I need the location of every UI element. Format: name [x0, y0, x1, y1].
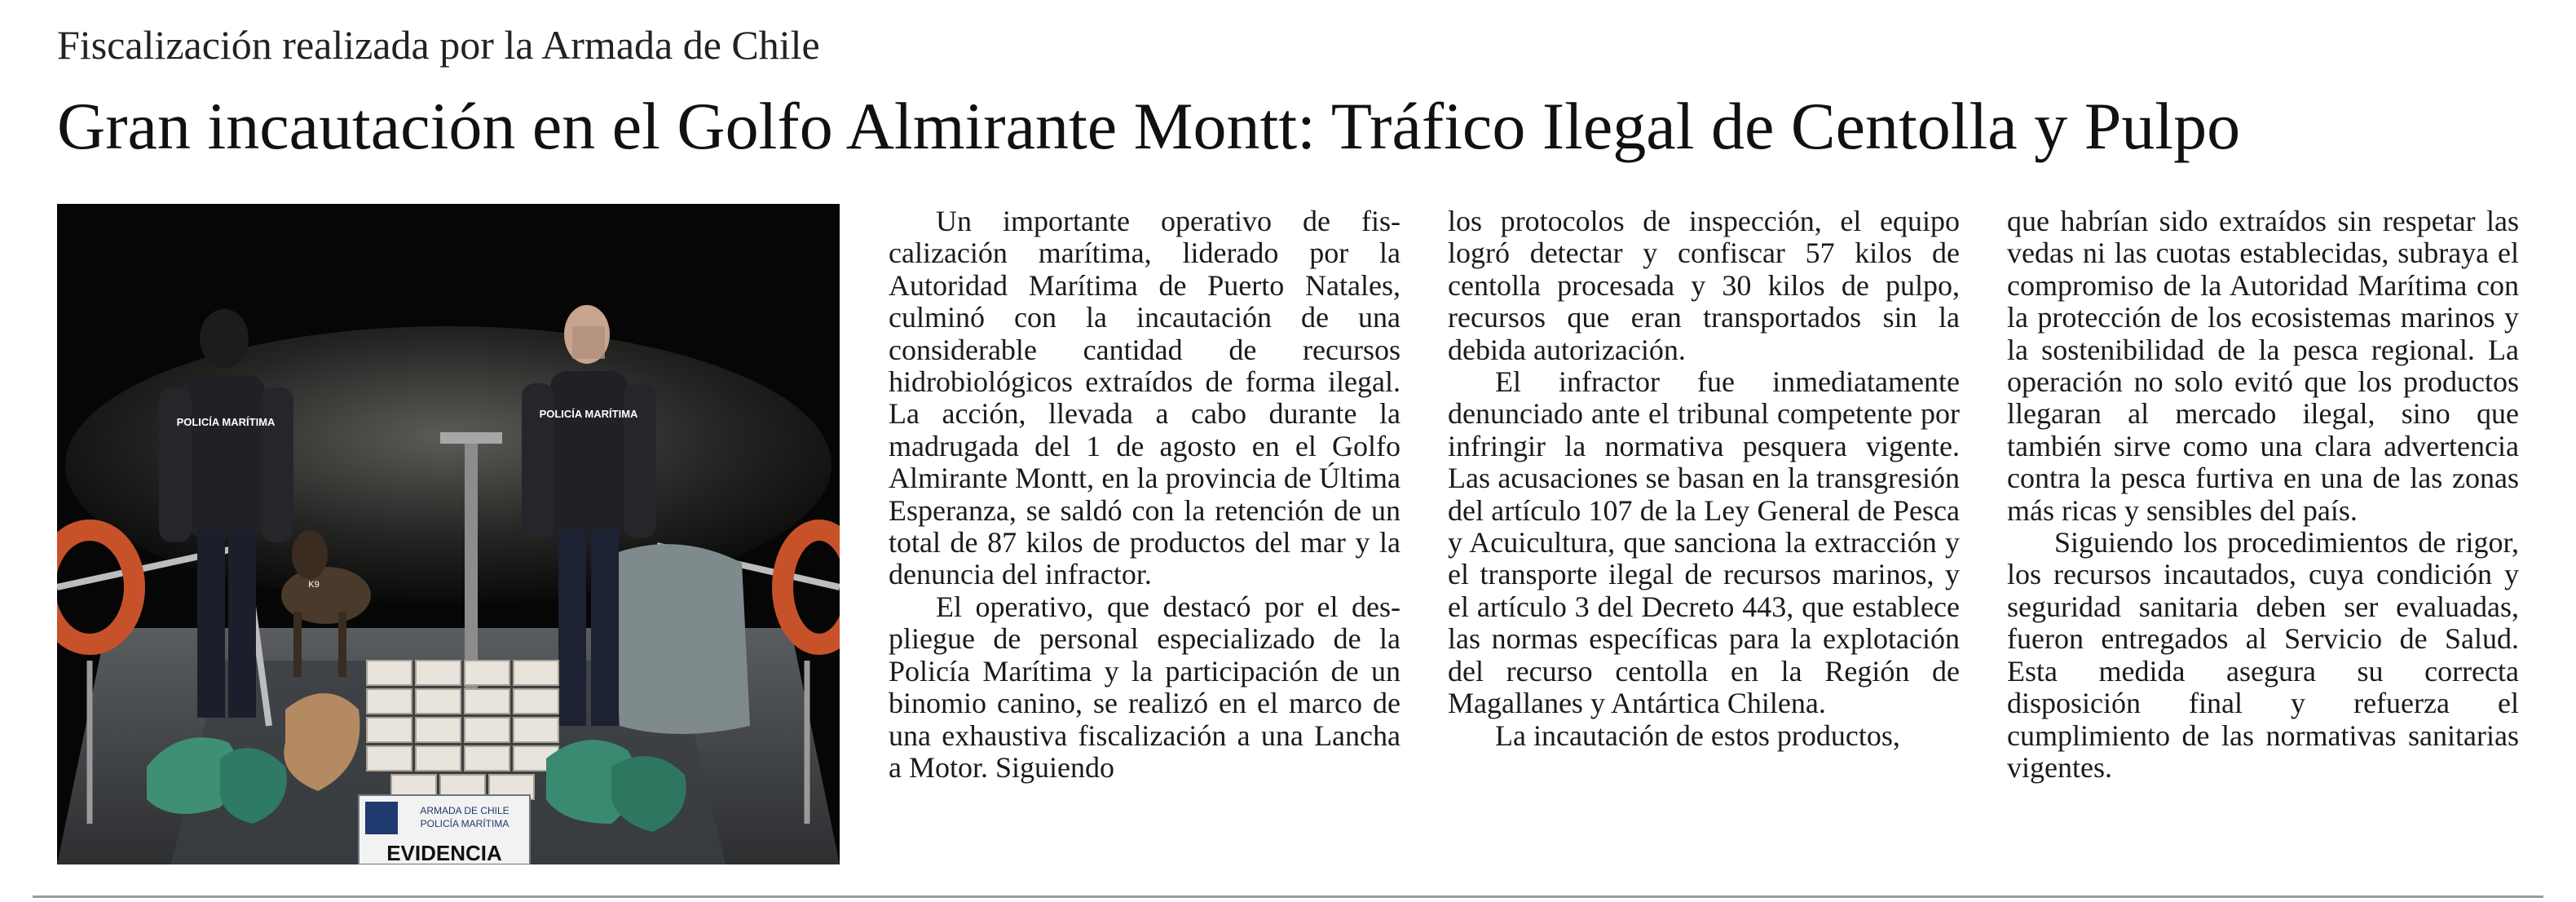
paragraph: El infractor fue inmediatamente denunciado ante el tribunal competente por infringir la normativa pesquera vigente. Las acusaciones se basan en la transgresión del artículo 107 de la Ley General de Pesca y Acuicultura, que sanciona la extracción y el transporte ilegal de recursos marinos, y el artículo 3 del Decreto 443, que establece las normas específicas para la explotación del recurso centolla en la Región de Magallanes y Antártica Chilena. — [1448, 365, 1960, 720]
paragraph: Un importante operativo de fiscalización marítima, liderado por la Autoridad Marítima de Puerto Natales, culminó con la incautación de una considerable cantidad de recursos hidrobiológicos extraídos de forma ilegal. La acción, llevada a cabo durante la madrugada del 1 de agosto en el Golfo Almirante Montt, en la provincia de Última Esperanza, se saldó con la retención de un total de 87 kilos de productos del mar y la denuncia del infractor. — [889, 206, 1400, 591]
article-column-3 — [2007, 206, 2519, 874]
dog-vest-label: K9 — [308, 580, 320, 590]
article-column-2 — [1448, 206, 1960, 874]
photo-scene — [57, 204, 840, 864]
sign-line-3: EVIDENCIA — [386, 841, 502, 864]
vest-label-right: POLICÍA MARÍTIMA — [539, 408, 638, 420]
article-headline: Gran incautación en el Golfo Almirante Montt: Tráfico Ilegal de Centolla y Pulpo — [57, 89, 2241, 163]
evidence-sign — [359, 795, 530, 864]
article-kicker: Fiscalización realizada por la Armada de Chile — [57, 22, 820, 68]
paragraph: El operativo, que destacó por el despliegue de personal especializado de la Policía Marítima y la participación de un binomio canino, se realizó en el marco de una exhaustiva fiscalización a una Lancha a Motor. Siguiendo — [889, 590, 1400, 784]
bottom-divider — [33, 895, 2543, 898]
sign-line-1: ARMADA DE CHILE — [420, 805, 509, 816]
paragraph: los protocolos de inspección, el equipo logró detectar y confiscar 57 kilos de centolla procesada y 30 kilos de pulpo, recursos que eran transportados sin la debida autorización. — [1448, 206, 1960, 366]
article-column-1 — [889, 206, 1400, 874]
sign-line-2: POLICÍA MARÍTIMA — [420, 818, 509, 829]
article-photo — [57, 204, 840, 864]
vest-label-left: POLICÍA MARÍTIMA — [176, 416, 276, 428]
paragraph: Siguiendo los procedimientos de rigor, los recursos incautados, cuya condición y seguridad sanitaria deben ser evaluadas, fueron entregados al Servicio de Salud. Esta medida asegura su correcta disposición final y refuerza el cumplimiento de las normativas sanitarias vigentes. — [2007, 526, 2519, 784]
paragraph: La incautación de estos productos, — [1495, 719, 1900, 752]
paragraph: que habrían sido extraídos sin respetar las vedas ni las cuotas establecidas, subraya el compromiso de la Autoridad Marítima con la protección de los ecosistemas marinos y la sostenibilidad de la pesca regional. La operación no solo evitó que los productos llegaran al mercado ilegal, sino que también sirve como una clara advertencia contra la pesca furtiva en una de las zonas más ricas y sensibles del país. — [2007, 206, 2519, 527]
